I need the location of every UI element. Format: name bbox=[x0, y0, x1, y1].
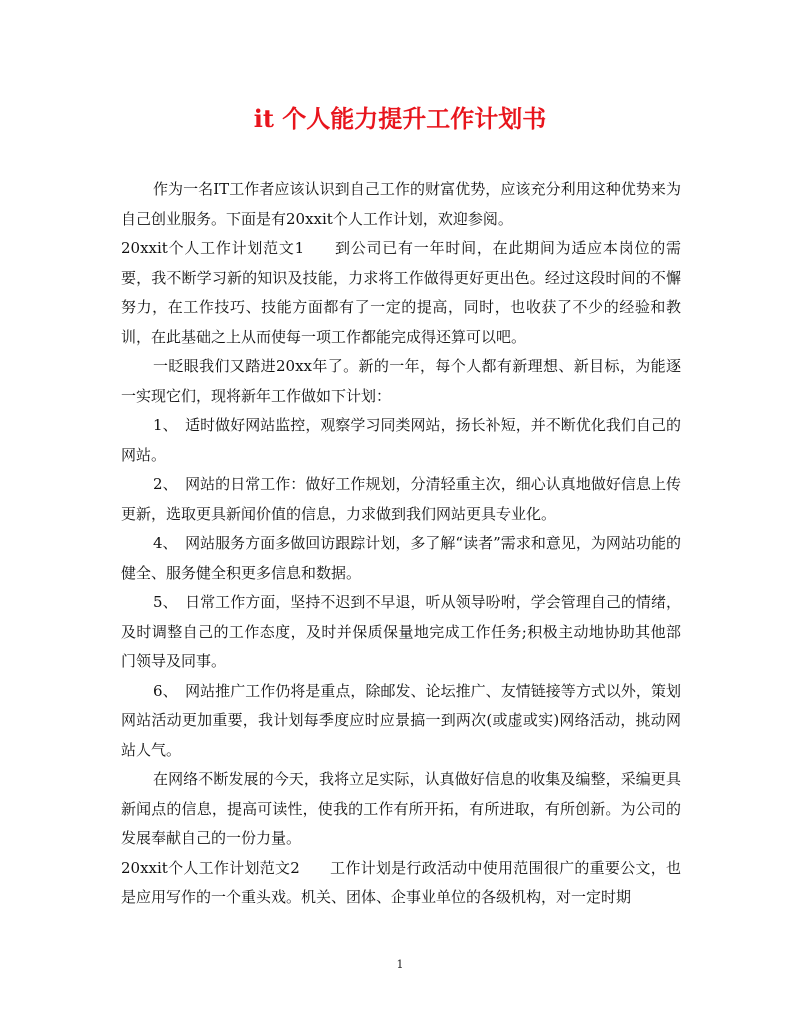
sample1-text: 到公司已有一年时间，在此期间为适应本岗位的需要，我不断学习新的知识及技能，力求将工作做得更好更出色。经过这段时间的不懈努力，在工作技巧、技能方面都有了一定的提高，同时，也收获了不少的经验和教训，在此基础之上从而使每一项工作都能完成得还算可以吧。 bbox=[121, 239, 681, 346]
sample2-text: 工作计划是行政活动中使用范围很广的重要公文，也是应用写作的一个重头戏。机关、团体、企事业单位的各级机构，对一定时期 bbox=[121, 858, 681, 906]
document-title: it 个人能力提升工作计划书 bbox=[253, 104, 547, 133]
sample2-paragraph bbox=[121, 854, 681, 913]
new-year-paragraph: 一眨眼我们又踏进20xx年了。新的一年，每个人都有新理想、新目标，为能逐一实现它们，现将新年工作做如下计划： bbox=[121, 357, 681, 405]
sample1-paragraph bbox=[121, 234, 681, 352]
sample1-heading: 20xxit个人工作计划范文1 bbox=[121, 239, 305, 257]
plan-item-2: 2、 网站的日常工作：做好工作规划，分清轻重主次，细心认真地做好信息上传更新，选取更具新闻价值的信息，力求做到我们网站更具专业化。 bbox=[121, 475, 681, 523]
intro-paragraph: 作为一名IT工作者应该认识到自己工作的财富优势，应该充分利用这种优势来为自己创业服务。下面是有20xxit个人工作计划，欢迎参阅。 bbox=[121, 180, 681, 228]
plan-item-1: 1、 适时做好网站监控，观察学习同类网站，扬长补短，并不断优化我们自己的网站。 bbox=[121, 416, 681, 464]
document-body bbox=[121, 175, 681, 913]
develop-paragraph: 在网络不断发展的今天，我将立足实际，认真做好信息的收集及编整，采编更具新闻点的信息，提高可读性，使我的工作有所开拓，有所进取，有所创新。为公司的发展奉献自己的一份力量。 bbox=[121, 770, 681, 847]
plan-item-6: 6、 网站推广工作仍将是重点，除邮发、论坛推广、友情链接等方式以外，策划网站活动更加重要，我计划每季度应时应景搞一到两次(或虚或实)网络活动，挑动网站人气。 bbox=[121, 681, 681, 759]
sample2-heading: 20xxit个人工作计划范文2 bbox=[121, 858, 300, 877]
plan-item-4: 4、 网站服务方面多做回访跟踪计划，多了解“读者”需求和意见，为网站功能的健全、服务健全积更多信息和数据。 bbox=[121, 534, 681, 582]
plan-item-5: 5、 日常工作方面，坚持不迟到不早退，听从领导吩咐，学会管理自己的情绪，及时调整自己的工作态度，及时并保质保量地完成工作任务;积极主动地协助其他部门领导及同事。 bbox=[121, 593, 681, 670]
page-number: 1 bbox=[396, 958, 404, 971]
